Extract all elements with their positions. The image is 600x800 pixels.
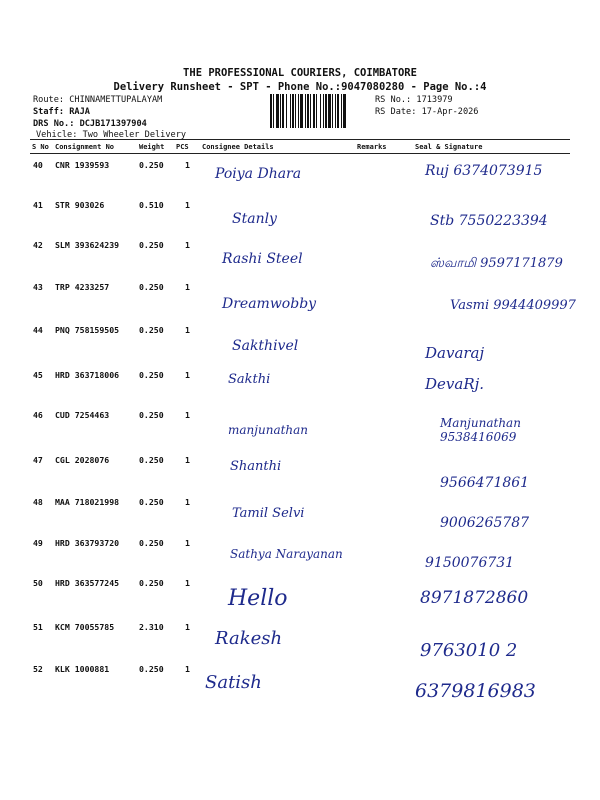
signature-handwriting: DevaRj. [425,375,485,393]
signature-handwriting: ஸ்வாமி 9597171879 [430,256,563,271]
col-consignee: Consignee Details [202,143,274,151]
consignee-handwriting: Hello [228,586,288,611]
row-sno: 44 [33,325,43,335]
row-consignment: MAA 718021998 [55,497,120,507]
consignee-handwriting: manjunathan [228,423,309,437]
col-weight: Weight [139,143,165,151]
signature-handwriting: 9763010 2 [420,640,518,661]
row-sno: 40 [33,160,43,170]
row-weight: 0.250 [139,578,164,588]
barcode-image [270,94,370,128]
row-consignment: PNQ 758159505 [55,325,120,335]
col-pcs: PCS [176,143,189,151]
consignee-handwriting: Sathya Narayanan [230,547,343,561]
row-consignment: HRD 363577245 [55,578,120,588]
row-weight: 0.250 [139,497,164,507]
row-consignment: HRD 363718006 [55,370,120,380]
row-pcs: 1 [185,325,190,335]
header-rule-bottom [30,153,570,154]
runsheet-subtitle: Delivery Runsheet - SPT - Phone No.:9047080280 - Page No.:4 [113,81,487,93]
signature-handwriting: 9006265787 [440,515,530,531]
row-consignment: KLK 1000881 [55,664,110,674]
consignee-handwriting: Poiya Dhara [215,166,302,182]
staff-label: Staff: RAJA [33,107,90,117]
col-sno: S No [32,143,49,151]
row-weight: 0.250 [139,538,164,548]
row-weight: 0.250 [139,410,164,420]
row-pcs: 1 [185,538,190,548]
consignee-handwriting: Stanly [232,211,277,227]
row-pcs: 1 [185,455,190,465]
signature-handwriting: Manjunathan 9538416069 [440,416,521,444]
consignee-handwriting: Shanthi [230,459,282,474]
rs-number: RS No.: 1713979 [375,95,453,105]
signature-handwriting: 8971872860 [420,588,529,608]
header-rule-top [30,139,570,140]
row-weight: 2.310 [139,622,164,632]
row-weight: 0.250 [139,282,164,292]
row-consignment: STR 903026 [55,200,105,210]
row-sno: 45 [33,370,43,380]
row-sno: 46 [33,410,43,420]
signature-handwriting: 6379816983 [415,680,536,702]
row-sno: 41 [33,200,43,210]
col-remarks: Remarks [357,143,387,151]
consignee-handwriting: Rakesh [215,628,283,649]
row-pcs: 1 [185,160,190,170]
col-seal-signature: Seal & Signature [415,143,483,151]
row-consignment: CNR 1939593 [55,160,110,170]
vehicle-label: Vehicle: Two Wheeler Delivery [36,130,187,140]
row-pcs: 1 [185,664,190,674]
consignee-handwriting: Dreamwobby [222,296,317,312]
consignee-handwriting: Rashi Steel [222,251,303,267]
row-pcs: 1 [185,282,190,292]
row-weight: 0.510 [139,200,164,210]
row-pcs: 1 [185,240,190,250]
row-pcs: 1 [185,200,190,210]
signature-handwriting: 9150076731 [425,555,515,571]
signature-handwriting: Stb 7550223394 [430,213,548,229]
consignee-handwriting: Tamil Selvi [232,506,305,521]
row-pcs: 1 [185,497,190,507]
row-sno: 52 [33,664,43,674]
drs-number: DRS No.: DCJB171397904 [33,119,147,129]
company-title: THE PROFESSIONAL COURIERS, COIMBATORE [183,67,417,79]
row-weight: 0.250 [139,664,164,674]
signature-handwriting: 9566471861 [440,475,530,491]
row-weight: 0.250 [139,160,164,170]
row-consignment: HRD 363793720 [55,538,120,548]
row-sno: 51 [33,622,43,632]
row-sno: 43 [33,282,43,292]
row-consignment: KCM 70055785 [55,622,115,632]
row-consignment: TRP 4233257 [55,282,110,292]
row-consignment: CUD 7254463 [55,410,110,420]
row-pcs: 1 [185,370,190,380]
signature-handwriting: Davaraj [425,344,485,362]
row-pcs: 1 [185,410,190,420]
consignee-handwriting: Sakthi [228,372,271,387]
consignee-handwriting: Satish [205,672,262,693]
row-sno: 48 [33,497,43,507]
signature-handwriting: Vasmi 9944409997 [450,298,576,313]
row-sno: 42 [33,240,43,250]
rs-date: RS Date: 17-Apr-2026 [375,107,479,117]
row-sno: 49 [33,538,43,548]
row-weight: 0.250 [139,325,164,335]
row-consignment: CGL 2028076 [55,455,110,465]
col-consignment: Consignment No [55,143,115,151]
signature-handwriting: Ruj 6374073915 [425,163,543,179]
row-pcs: 1 [185,622,190,632]
row-weight: 0.250 [139,455,164,465]
row-consignment: SLM 393624239 [55,240,120,250]
route-label: Route: CHINNAMETTUPALAYAM [33,95,163,105]
row-pcs: 1 [185,578,190,588]
row-sno: 47 [33,455,43,465]
consignee-handwriting: Sakthivel [232,338,299,354]
row-weight: 0.250 [139,240,164,250]
row-sno: 50 [33,578,43,588]
row-weight: 0.250 [139,370,164,380]
